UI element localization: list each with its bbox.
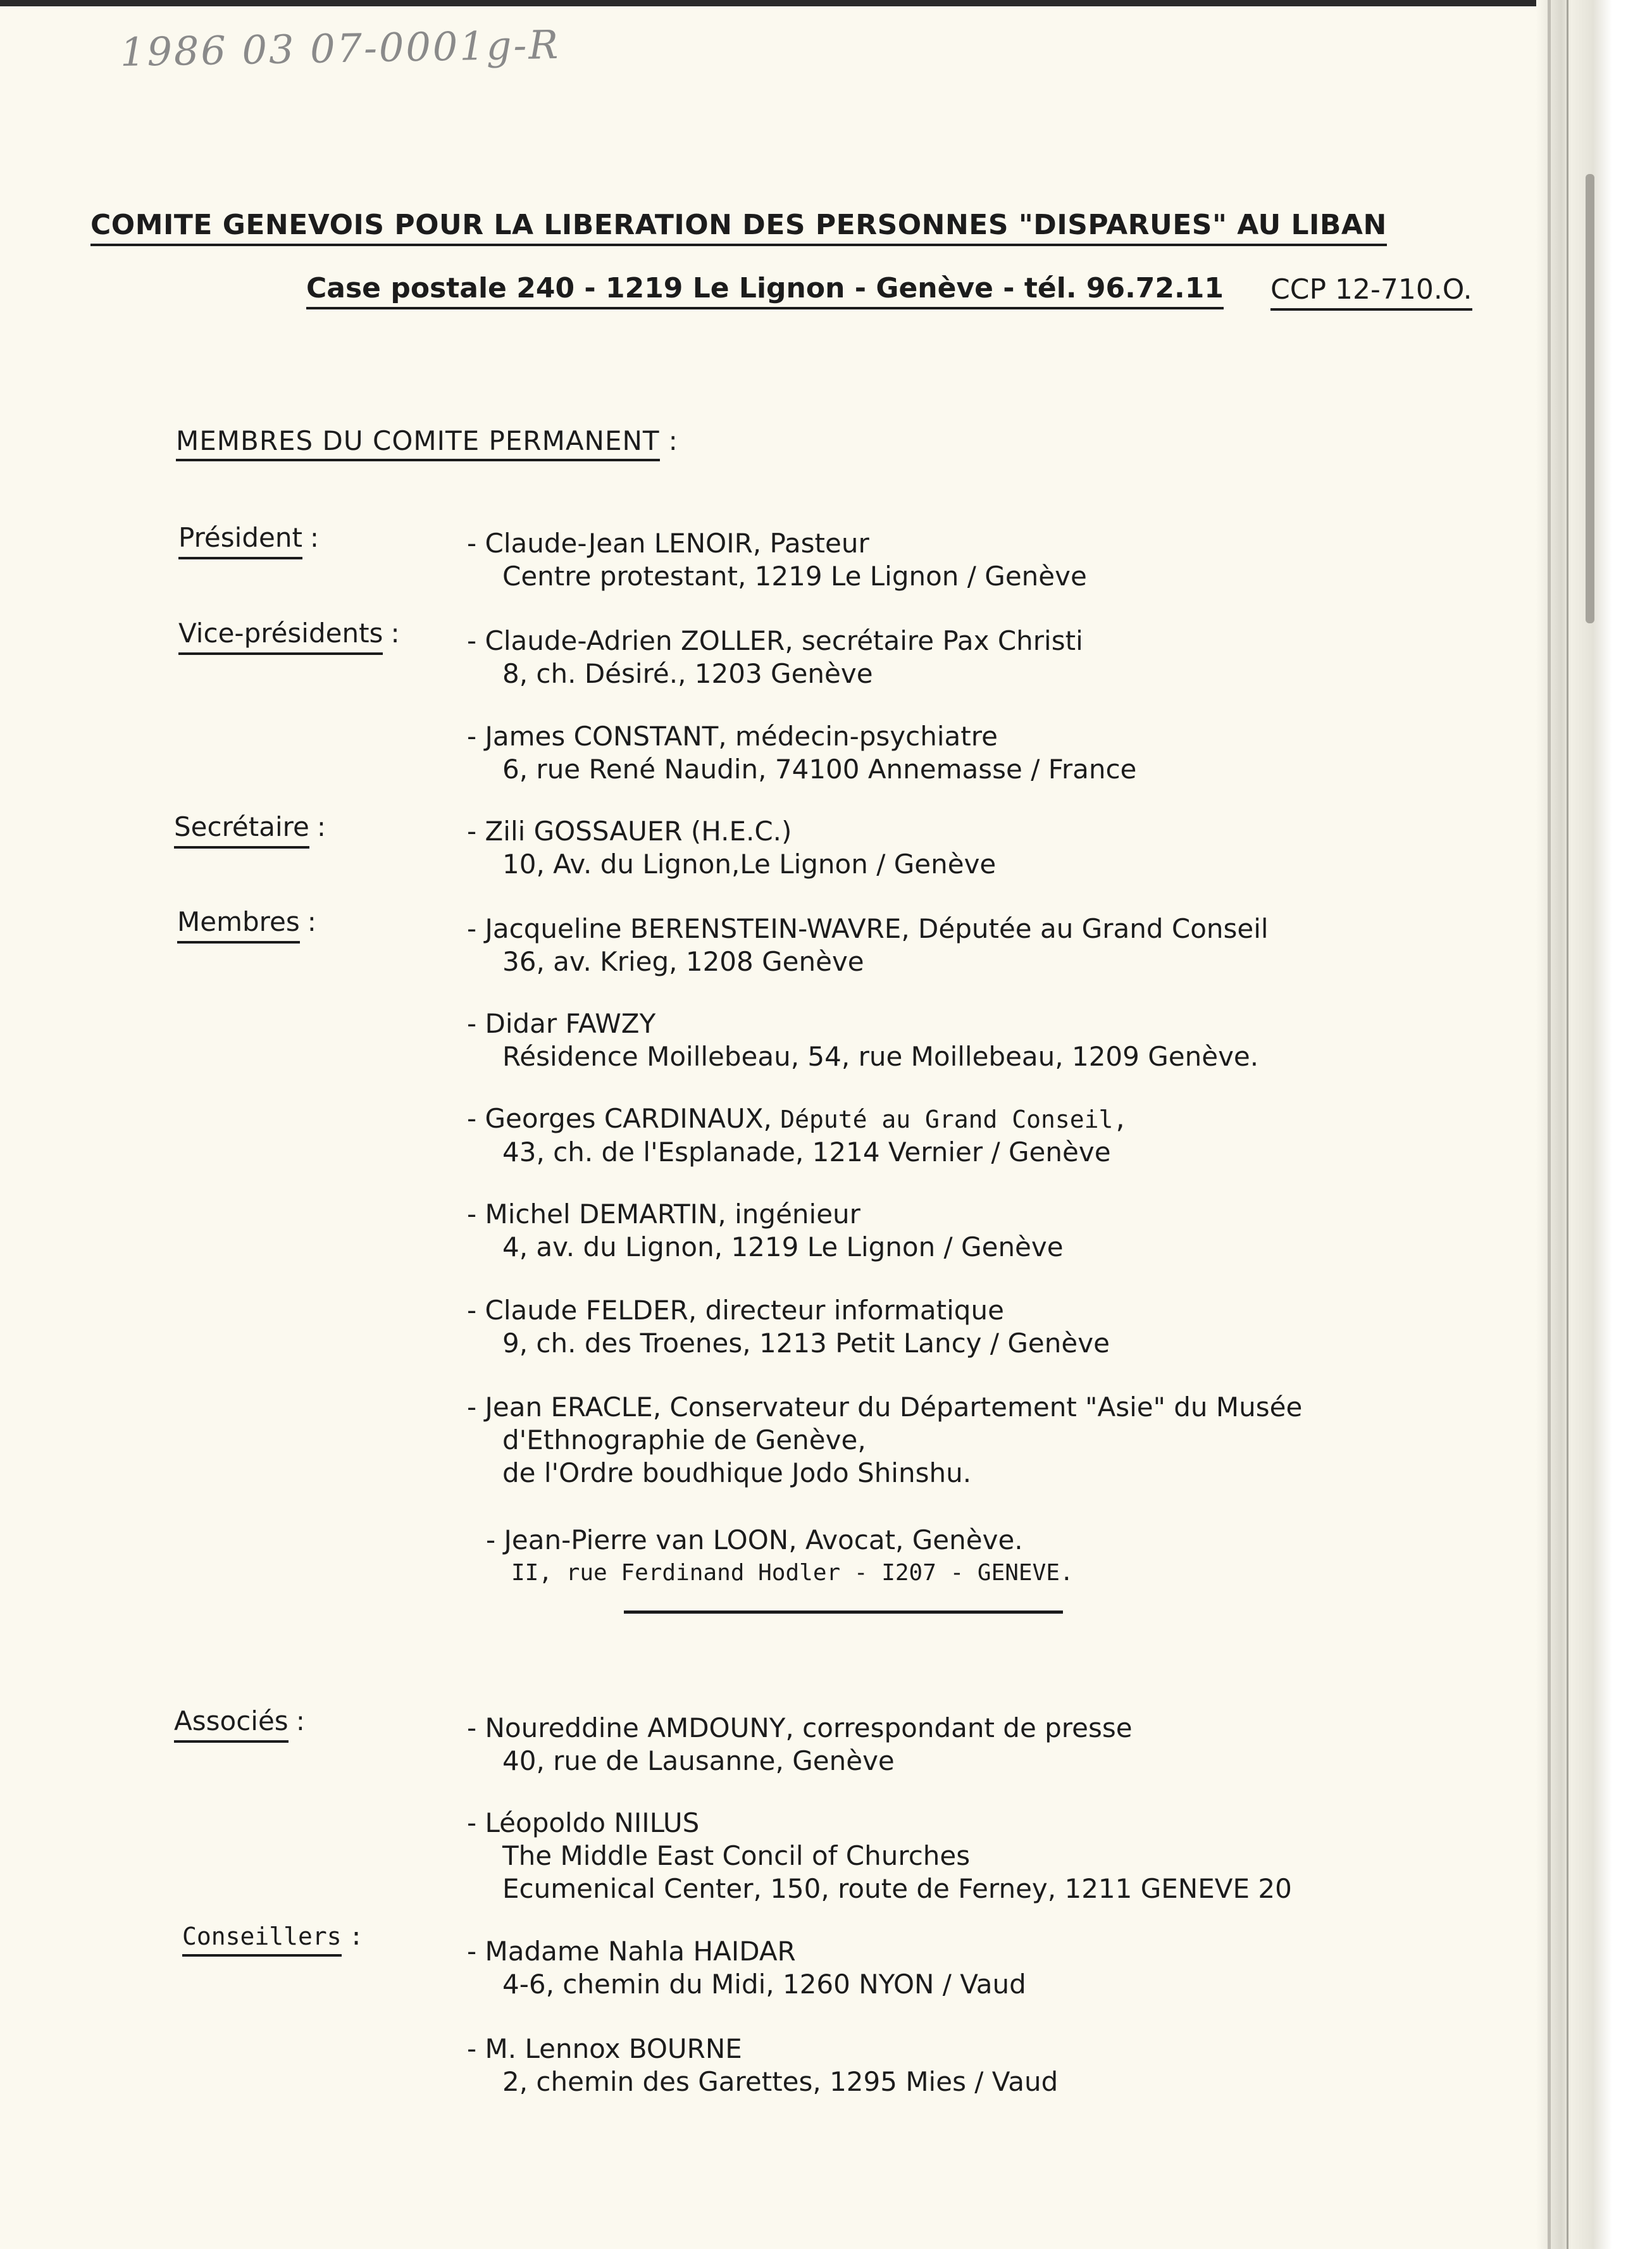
section-title-text: MEMBRES DU COMITE PERMANENT bbox=[176, 425, 660, 461]
org-address: Case postale 240 - 1219 Le Lignon - Genève - tél. 96.72.11 bbox=[306, 272, 1224, 309]
role-colon: : bbox=[309, 522, 320, 553]
org-title: COMITE GENEVOIS POUR LA LIBERATION DES PERSONNES "DISPARUES" AU LIBAN bbox=[90, 209, 1387, 246]
entry-name: - Claude-Jean LENOIR, Pasteur bbox=[467, 528, 869, 559]
entry-address: 9, ch. des Troenes, 1213 Petit Lancy / Genève bbox=[502, 1328, 1110, 1359]
role-colon: : bbox=[349, 1922, 364, 1950]
role-colon: : bbox=[390, 618, 400, 649]
role-label: Secrétaire bbox=[174, 811, 309, 849]
entry-name: - Jean-Pierre van LOON, Avocat, Genève. bbox=[486, 1524, 1023, 1555]
section-title bbox=[176, 425, 678, 456]
entry-address: II, rue Ferdinand Hodler - I207 - GENEVE. bbox=[511, 1560, 1074, 1586]
entry-demartin bbox=[467, 1198, 1064, 1264]
entry-address: 36, av. Krieg, 1208 Genève bbox=[502, 946, 864, 977]
entry-address: Résidence Moillebeau, 54, rue Moillebeau, 1209 Genève. bbox=[502, 1041, 1259, 1072]
section-title-colon: : bbox=[668, 425, 678, 456]
fold-line bbox=[1567, 0, 1568, 2249]
entry-cardinaux bbox=[467, 1102, 1127, 1169]
role-colon: : bbox=[316, 811, 326, 842]
entry-detail: de l'Ordre boudhique Jodo Shinshu. bbox=[502, 1457, 972, 1488]
entry-name: - Jean ERACLE, Conservateur du Département "Asie" du Musée bbox=[467, 1392, 1303, 1423]
role-membres bbox=[177, 906, 316, 937]
entry-felder bbox=[467, 1294, 1110, 1360]
entry-name: - James CONSTANT, médecin-psychiatre bbox=[467, 721, 998, 752]
role-label: Conseillers bbox=[182, 1922, 342, 1957]
entry-name: - Zili GOSSAUER (H.E.C.) bbox=[467, 816, 792, 847]
role-label: Président bbox=[178, 522, 302, 559]
entry-name: - Jacqueline BERENSTEIN-WAVRE, Députée au Grand Conseil bbox=[467, 913, 1269, 944]
entry-constant bbox=[467, 720, 1136, 786]
entry-name: - Claude-Adrien ZOLLER, secrétaire Pax Christi bbox=[467, 625, 1083, 656]
entry-address: 6, rue René Naudin, 74100 Annemasse / France bbox=[502, 754, 1137, 785]
entry-detail: d'Ethnographie de Genève, bbox=[502, 1424, 866, 1455]
entry-address: 43, ch. de l'Esplanade, 1214 Vernier / Genève bbox=[502, 1137, 1111, 1168]
role-secretaire bbox=[174, 811, 326, 842]
entry-address: Centre protestant, 1219 Le Lignon / Genève bbox=[502, 561, 1087, 592]
role-vice-presidents bbox=[178, 618, 400, 649]
entry-name: - Noureddine AMDOUNY, correspondant de presse bbox=[467, 1712, 1133, 1743]
role-conseillers bbox=[182, 1922, 364, 1950]
role-associes bbox=[174, 1705, 305, 1736]
entry-name-row bbox=[467, 1102, 1127, 1136]
entry-haidar bbox=[467, 1935, 1026, 2001]
entry-vanloon bbox=[486, 1524, 1074, 1590]
entry-amdouny bbox=[467, 1712, 1133, 1778]
entry-gossauer bbox=[467, 815, 996, 881]
binder-mark bbox=[1586, 174, 1594, 623]
entry-address: 8, ch. Désiré., 1203 Genève bbox=[502, 658, 873, 689]
entry-name: - M. Lennox BOURNE bbox=[467, 2033, 742, 2064]
entry-name: - Léopoldo NIILUS bbox=[467, 1807, 700, 1838]
org-ccp: CCP 12-710.O. bbox=[1270, 273, 1472, 311]
entry-bourne bbox=[467, 2033, 1058, 2098]
role-colon: : bbox=[295, 1705, 305, 1736]
entry-berenstein bbox=[467, 913, 1269, 978]
entry-address: 4, av. du Lignon, 1219 Le Lignon / Genève bbox=[502, 1231, 1064, 1262]
role-label: Membres bbox=[177, 906, 300, 944]
role-colon: : bbox=[307, 906, 316, 937]
entry-detail: Ecumenical Center, 150, route de Ferney, 1211 GENEVE 20 bbox=[502, 1873, 1292, 1904]
separator-rule bbox=[624, 1610, 1063, 1614]
entry-address: 4-6, chemin du Midi, 1260 NYON / Vaud bbox=[502, 1969, 1026, 2000]
entry-lenoir bbox=[467, 527, 1087, 593]
entry-name: - Madame Nahla HAIDAR bbox=[467, 1936, 796, 1967]
entry-detail: The Middle East Concil of Churches bbox=[502, 1840, 971, 1871]
scan-right-edge bbox=[1536, 0, 1652, 2249]
entry-zoller bbox=[467, 625, 1083, 690]
entry-name: - Michel DEMARTIN, ingénieur bbox=[467, 1199, 860, 1230]
fold-line bbox=[1548, 0, 1551, 2249]
entry-address: 10, Av. du Lignon,Le Lignon / Genève bbox=[502, 849, 997, 880]
entry-name: - Georges CARDINAUX, bbox=[467, 1103, 772, 1134]
entry-address: 2, chemin des Garettes, 1295 Mies / Vaud bbox=[502, 2066, 1059, 2097]
handwritten-reference: 1986 03 07-0001g-R bbox=[120, 21, 561, 76]
role-label: Vice-présidents bbox=[178, 618, 383, 655]
scan-top-edge bbox=[0, 0, 1652, 6]
entry-fawzy bbox=[467, 1007, 1258, 1073]
entry-eracle bbox=[467, 1391, 1302, 1490]
role-label: Associés bbox=[174, 1705, 289, 1743]
entry-address: 40, rue de Lausanne, Genève bbox=[502, 1745, 895, 1776]
entry-niilus bbox=[467, 1807, 1292, 1905]
entry-name: - Claude FELDER, directeur informatique bbox=[467, 1295, 1004, 1326]
entry-name: - Didar FAWZY bbox=[467, 1008, 656, 1039]
entry-title: Député au Grand Conseil, bbox=[780, 1106, 1128, 1133]
role-president bbox=[178, 522, 319, 553]
